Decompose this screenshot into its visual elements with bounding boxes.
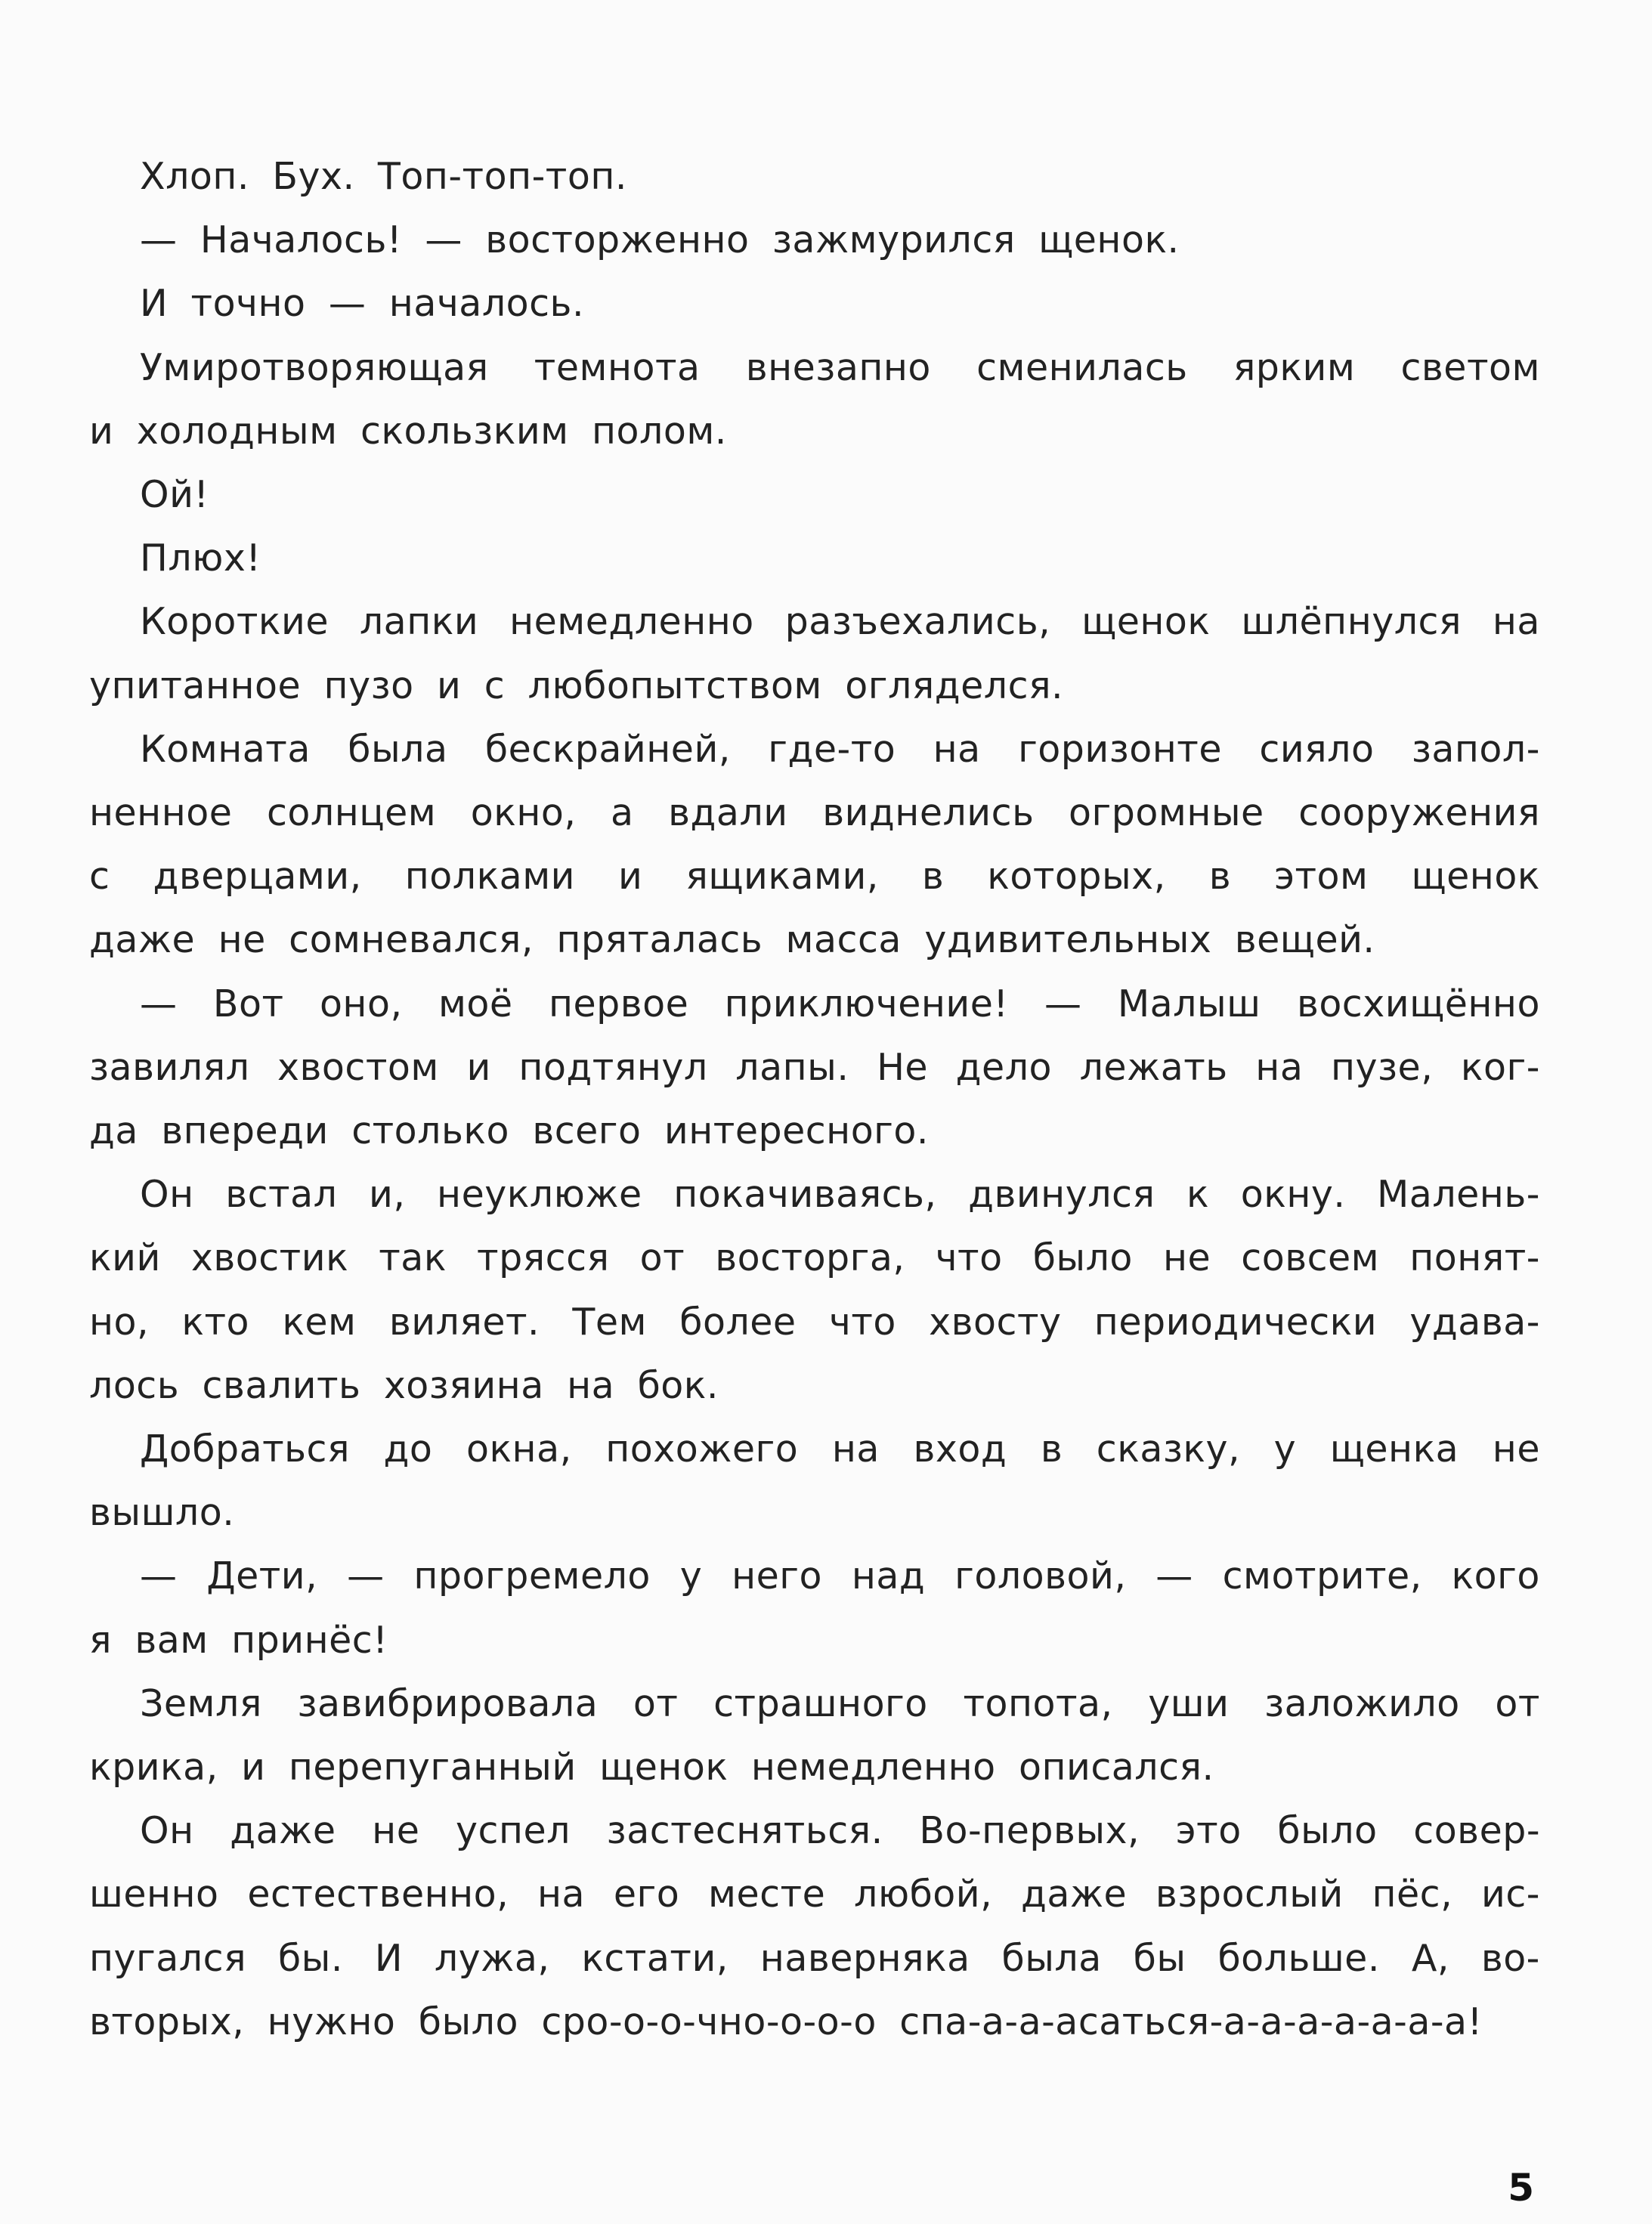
word: что [828, 1301, 896, 1344]
word: Хлоп. [140, 155, 249, 198]
word: периодически [1094, 1301, 1378, 1344]
word: ис- [1480, 1873, 1540, 1916]
word: вдали [668, 791, 788, 834]
word: — [328, 282, 367, 325]
word: была [1001, 1937, 1102, 1980]
word: Не [877, 1046, 929, 1089]
word: не [1163, 1236, 1211, 1279]
word: на [537, 1873, 586, 1916]
word: даже [1020, 1873, 1128, 1916]
word: интересного. [664, 1109, 929, 1152]
word: хвостом [277, 1046, 439, 1089]
word: — [347, 1554, 385, 1598]
word: похожего [605, 1428, 799, 1471]
word: Тем [572, 1301, 647, 1344]
word: Малень- [1377, 1173, 1540, 1216]
word: ког- [1460, 1046, 1540, 1089]
text-line [89, 1356, 741, 1416]
word: уши [1148, 1682, 1230, 1725]
word: и [618, 855, 643, 898]
word: Вот [212, 982, 284, 1025]
word: полками [404, 855, 576, 898]
text-line [140, 1165, 1540, 1225]
word: кто [181, 1301, 250, 1344]
word: а [611, 791, 634, 834]
word: восторга, [715, 1236, 905, 1279]
text-line [140, 210, 1202, 271]
word: от [1495, 1682, 1540, 1725]
text-line [140, 974, 1540, 1035]
text-line [140, 1801, 1540, 1861]
word: Дети, [206, 1554, 318, 1598]
text-line [89, 1101, 951, 1161]
word: пряталась [556, 918, 763, 961]
word: успел [456, 1809, 571, 1852]
word: сказку, [1096, 1428, 1241, 1471]
word: лось [89, 1364, 180, 1407]
text-line [140, 465, 232, 525]
word: было [1277, 1809, 1378, 1852]
word: — [140, 218, 178, 261]
word: страшного [713, 1682, 928, 1725]
text-line [140, 338, 1540, 398]
word: кого [1451, 1554, 1540, 1598]
word: у [679, 1554, 703, 1598]
word: пугался [89, 1937, 247, 1980]
word: огромные [1069, 791, 1264, 834]
word: на [1492, 600, 1540, 643]
text-line [140, 147, 650, 207]
word: было [1032, 1236, 1133, 1279]
word: щенок [1411, 855, 1540, 898]
text-line [89, 656, 1087, 716]
word: Он [140, 1809, 194, 1852]
text-line [89, 1929, 1540, 1989]
word: не [1492, 1428, 1540, 1471]
word: А, [1411, 1937, 1449, 1980]
word: хвосту [929, 1301, 1062, 1344]
word: понят- [1409, 1236, 1540, 1279]
word: сияло [1259, 728, 1375, 771]
word: в [921, 855, 945, 898]
word: до [383, 1428, 433, 1471]
word: зажмурился [772, 218, 1016, 261]
word: встал [225, 1173, 338, 1216]
word: холодным [136, 410, 338, 453]
word: солнцем [266, 791, 437, 834]
word: на [831, 1428, 880, 1471]
word: удивительных [924, 918, 1212, 961]
word: завибрировала [297, 1682, 599, 1725]
word: щенок [1081, 600, 1211, 643]
word: точно [190, 282, 306, 325]
word: и, [369, 1173, 406, 1216]
word: даже [89, 918, 196, 961]
word: заложило [1264, 1682, 1460, 1725]
word: лежать [1079, 1046, 1228, 1089]
text-line [89, 1992, 1505, 2052]
word: виднелись [822, 791, 1035, 834]
word: окна, [466, 1428, 572, 1471]
word: приключение! [724, 982, 1009, 1025]
text-line [89, 1483, 258, 1543]
word: не [372, 1809, 420, 1852]
word: что [935, 1236, 1003, 1279]
word: сооружения [1298, 791, 1540, 834]
word: покачиваясь, [673, 1173, 937, 1216]
word: упитанное [89, 664, 302, 707]
word: впереди [161, 1109, 329, 1152]
text-line [140, 719, 1540, 780]
word: хозяина [383, 1364, 544, 1407]
text-line [140, 1546, 1540, 1607]
word: и [436, 664, 462, 707]
word: разъехались, [784, 600, 1051, 643]
text-line [89, 401, 750, 462]
word: кий [89, 1236, 161, 1279]
word: это [1175, 1809, 1242, 1852]
word: у [1273, 1428, 1297, 1471]
text-line [140, 1419, 1540, 1480]
word: которых, [987, 855, 1166, 898]
word: лапки [359, 600, 479, 643]
word: Во-первых, [919, 1809, 1140, 1852]
word: сро-о-о-чно-о-о-о [541, 2000, 877, 2043]
word: совер- [1413, 1809, 1540, 1852]
text-line [89, 1610, 411, 1671]
word: но, [89, 1301, 150, 1344]
word: Короткие [140, 600, 329, 643]
word: описался. [1018, 1746, 1214, 1789]
text-line [89, 1228, 1540, 1288]
word: была [348, 728, 448, 771]
word: где-то [768, 728, 896, 771]
word: бы. [277, 1937, 343, 1980]
word: вещей. [1234, 918, 1375, 961]
word: началось. [388, 282, 585, 325]
word: к [1186, 1173, 1210, 1216]
word: окну. [1240, 1173, 1346, 1216]
word: всего [532, 1109, 642, 1152]
word: огляделся. [845, 664, 1064, 707]
word: нужно [267, 2000, 396, 2043]
word: взрослый [1155, 1873, 1344, 1916]
word: шлёпнулся [1241, 600, 1462, 643]
word: щенка [1329, 1428, 1459, 1471]
text-line [89, 1737, 1237, 1798]
word: моё [438, 982, 513, 1025]
word: горизонте [1018, 728, 1222, 771]
word: от [633, 1682, 679, 1725]
word: от [639, 1236, 685, 1279]
word: Началось! [200, 218, 402, 261]
word: вход [913, 1428, 1007, 1471]
word: на [1255, 1046, 1304, 1089]
word: Бух. [272, 155, 355, 198]
word: неуклюже [437, 1173, 642, 1216]
word: застесняться. [606, 1809, 883, 1852]
word: перепуганный [288, 1746, 577, 1789]
word: с [484, 664, 506, 707]
word: немедленно [750, 1746, 996, 1789]
word: Ой! [140, 473, 209, 516]
word: любопытством [527, 664, 822, 707]
word: прогремело [413, 1554, 651, 1598]
word: Добраться [140, 1428, 350, 1471]
word: — [1044, 982, 1082, 1025]
word: Плюх! [140, 537, 261, 580]
word: и [466, 1046, 491, 1089]
word: дело [955, 1046, 1052, 1089]
word: я [89, 1619, 112, 1662]
word: трясся [477, 1236, 610, 1279]
word: кстати, [581, 1937, 729, 1980]
word: хвостик [190, 1236, 349, 1279]
text-line [140, 274, 607, 334]
word: в [1208, 855, 1232, 898]
text-line [89, 1292, 1540, 1353]
text-line [89, 783, 1540, 843]
word: виляет. [388, 1301, 540, 1344]
word: щенок [599, 1746, 729, 1789]
word: — [1155, 1554, 1193, 1598]
word: более [679, 1301, 797, 1344]
word: головой, [954, 1554, 1127, 1598]
word: удава- [1409, 1301, 1540, 1344]
word: завилял [89, 1046, 250, 1089]
word: больше. [1217, 1937, 1380, 1980]
word: подтянул [518, 1046, 708, 1089]
text-line [89, 910, 1398, 970]
word: темнота [534, 346, 701, 389]
word: бок. [637, 1364, 719, 1407]
word: шенно [89, 1873, 219, 1916]
word: его [613, 1873, 680, 1916]
word: кем [282, 1301, 357, 1344]
word: с [89, 855, 110, 898]
page-number: 5 [1508, 2166, 1534, 2210]
word: так [379, 1236, 447, 1279]
word: совсем [1241, 1236, 1380, 1279]
word: месте [707, 1873, 826, 1916]
word: в [1040, 1428, 1063, 1471]
word: вам [135, 1619, 209, 1662]
text-line [140, 1674, 1540, 1734]
word: двинулся [968, 1173, 1155, 1216]
word: окно, [470, 791, 577, 834]
word: И [140, 282, 169, 325]
word: — [425, 218, 462, 261]
word: Он [140, 1173, 194, 1216]
word: светом [1400, 346, 1540, 389]
word: ящиками, [685, 855, 879, 898]
word: дверцами, [153, 855, 362, 898]
word: ненное [89, 791, 233, 834]
word: не [218, 918, 266, 961]
word: этом [1274, 855, 1369, 898]
text-line [89, 1864, 1540, 1925]
word: ярким [1233, 346, 1356, 389]
word: лапы. [735, 1046, 849, 1089]
word: полом. [592, 410, 727, 453]
word: столько [351, 1109, 509, 1152]
word: сменилась [976, 346, 1188, 389]
word: масса [785, 918, 902, 961]
word: пёс, [1372, 1873, 1453, 1916]
word: лужа, [434, 1937, 550, 1980]
text-line [89, 1038, 1540, 1098]
word: над [851, 1554, 926, 1598]
word: бескрайней, [484, 728, 731, 771]
word: Комната [140, 728, 311, 771]
text-line [89, 846, 1540, 907]
word: восторженно [485, 218, 750, 261]
word: крика, [89, 1746, 218, 1789]
word: — [140, 982, 178, 1025]
word: и [241, 1746, 266, 1789]
word: оно, [319, 982, 403, 1025]
word: топота, [963, 1682, 1113, 1725]
word: на [567, 1364, 615, 1407]
word: немедленно [509, 600, 754, 643]
word: пузо [323, 664, 414, 707]
word: сомневался, [289, 918, 534, 961]
word: — [140, 1554, 178, 1598]
word: было [418, 2000, 518, 2043]
word: свалить [202, 1364, 361, 1407]
word: Умиротворяющая [140, 346, 489, 389]
word: спа-а-а-асаться-а-а-а-а-а-а-а! [899, 2000, 1483, 2043]
word: щенок. [1038, 218, 1180, 261]
word: любой, [854, 1873, 993, 1916]
text-line [140, 528, 284, 589]
word: него [732, 1554, 822, 1598]
word: во- [1480, 1937, 1540, 1980]
word: первое [548, 982, 689, 1025]
word: внезапно [745, 346, 931, 389]
word: восхищённо [1296, 982, 1540, 1025]
word: наверняка [759, 1937, 970, 1980]
word: принёс! [231, 1619, 388, 1662]
word: смотрите, [1222, 1554, 1422, 1598]
word: вышло. [89, 1491, 235, 1534]
word: И [374, 1937, 403, 1980]
word: бы [1133, 1937, 1186, 1980]
word: Земля [140, 1682, 262, 1725]
word: Малыш [1117, 982, 1261, 1025]
word: пузе, [1330, 1046, 1434, 1089]
text-line [140, 592, 1540, 652]
word: да [89, 1109, 138, 1152]
word: вторых, [89, 2000, 245, 2043]
word: Топ-топ-топ. [377, 155, 627, 198]
word: на [933, 728, 981, 771]
word: даже [230, 1809, 336, 1852]
word: и [89, 410, 114, 453]
word: скользким [360, 410, 569, 453]
word: естественно, [247, 1873, 509, 1916]
word: запол- [1411, 728, 1540, 771]
